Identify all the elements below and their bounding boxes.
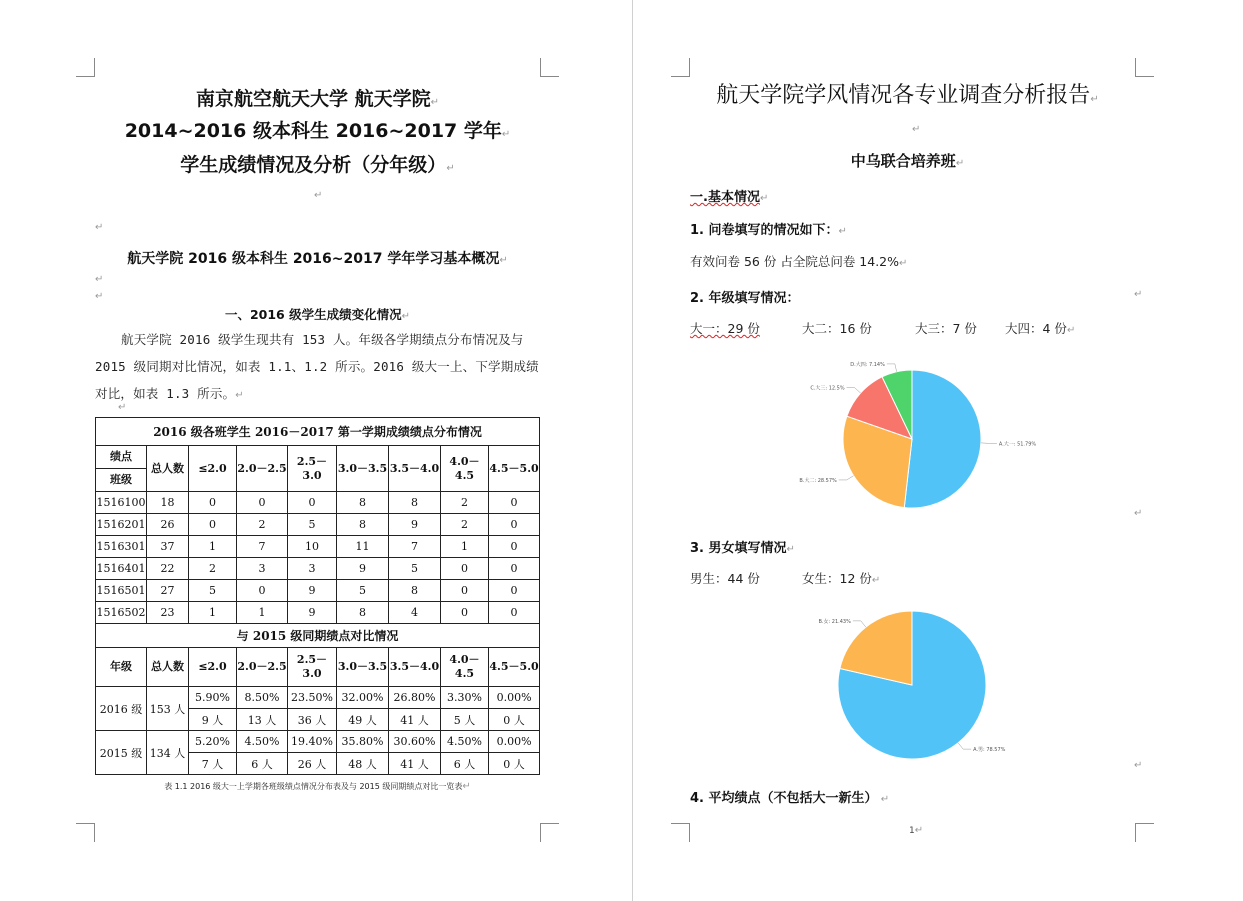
paragraph-mark: ↵ xyxy=(95,222,104,233)
table-cell: 5.90% xyxy=(189,687,237,709)
table-cell: 9 xyxy=(288,602,337,624)
crop-mark xyxy=(1135,58,1154,77)
table-cell: 1 xyxy=(189,602,237,624)
doc-title-line-2: 2014~2016 级本科生 2016~2017 学年↵ xyxy=(124,120,511,142)
col-header-range: 2.5－3.0 xyxy=(288,648,337,687)
col-header-jidian: 绩点 xyxy=(96,446,147,469)
col-header-range: 4.0－4.5 xyxy=(441,446,489,492)
pie-slice-label: A.男: 78.57% xyxy=(973,747,1006,754)
basic-info-heading: 一.基本情况↵ xyxy=(690,190,769,205)
table-cell: 23.50% xyxy=(288,687,337,709)
table-row xyxy=(96,580,540,602)
table-cell: 0 xyxy=(189,514,237,536)
pie-leader-line xyxy=(847,388,861,393)
col-header-grade: 年级 xyxy=(96,648,147,687)
table-cell: 0 xyxy=(489,558,540,580)
table-cell: 3 xyxy=(237,558,288,580)
col-header-range: 3.5－4.0 xyxy=(389,446,441,492)
crop-mark xyxy=(671,58,690,77)
paragraph-mark: ↵ xyxy=(95,274,104,285)
pie-leader-line xyxy=(853,621,866,627)
table-row xyxy=(96,687,540,709)
grade-count-2: 大二：16 份 xyxy=(802,321,872,336)
table-cell: 0 xyxy=(489,492,540,514)
col-header-range: 4.5－5.0 xyxy=(489,446,540,492)
col-header-range: 3.0－3.5 xyxy=(337,648,389,687)
table-cell: 5 人 xyxy=(441,709,489,731)
table-cell: 26 人 xyxy=(288,753,337,775)
table-cell: 8 xyxy=(389,492,441,514)
body-paragraph: 航天学院 2016 级学生现共有 153 人。年级各学期绩点分布情况及与 2015 级同期对比情况，如表 1.1、1.2 所示。2016 级大一上、下学期成绩对比，如表 1.3 所示。↵ xyxy=(95,332,539,401)
col-header-range: 4.5－5.0 xyxy=(489,648,540,687)
col-header-total: 总人数 xyxy=(147,648,189,687)
table-cell: 8 xyxy=(389,580,441,602)
table-cell: 1516100 xyxy=(96,492,147,514)
table1-title: 2016 级各班学生 2016－2017 第一学期成绩绩点分布情况 xyxy=(96,418,540,446)
crop-mark xyxy=(540,823,559,842)
table-cell: 41 人 xyxy=(389,753,441,775)
table-row xyxy=(96,558,540,580)
table-cell: 0.00% xyxy=(489,687,540,709)
col-header-range: ≤2.0 xyxy=(189,648,237,687)
grade-count-4: 大四：4 份↵ xyxy=(1005,321,1076,336)
table-cell: 0 xyxy=(288,492,337,514)
crop-mark xyxy=(1135,823,1154,842)
table-cell: 36 人 xyxy=(288,709,337,731)
table-cell: 0 xyxy=(441,602,489,624)
table-cell: 10 xyxy=(288,536,337,558)
table-cell: 1 xyxy=(441,536,489,558)
pie-leader-line xyxy=(887,364,897,372)
table-cell: 153 人 xyxy=(147,687,189,731)
table-cell: 2 xyxy=(441,492,489,514)
table-cell: 0.00% xyxy=(489,731,540,753)
paragraph-mark: ↵ xyxy=(314,190,323,201)
table-cell: 2 xyxy=(189,558,237,580)
table-cell: 0 xyxy=(237,492,288,514)
table2-title: 与 2015 级同期绩点对比情况 xyxy=(96,624,540,648)
class-name-heading: 中乌联合培养班↵ xyxy=(850,152,965,170)
table-caption: 表 1.1 2016 级大一上学期各班级绩点情况分布表及与 2015 级同期绩点对比一览表↵ xyxy=(164,781,471,792)
question-3-heading: 3. 男女填写情况↵ xyxy=(690,541,795,556)
pie-slice-label: A.大一: 51.79% xyxy=(998,441,1037,448)
table-cell: 26 xyxy=(147,514,189,536)
table-cell: 1516201 xyxy=(96,514,147,536)
table-cell: 23 xyxy=(147,602,189,624)
table-cell: 8 xyxy=(337,492,389,514)
female-count: 女生：12 份↵ xyxy=(802,571,881,586)
table-cell: 0 xyxy=(489,536,540,558)
table-cell: 0 xyxy=(489,580,540,602)
table-cell: 7 人 xyxy=(189,753,237,775)
table-cell: 4.50% xyxy=(237,731,288,753)
crop-mark xyxy=(76,823,95,842)
table-cell: 35.80% xyxy=(337,731,389,753)
table-cell: 8.50% xyxy=(237,687,288,709)
crop-mark xyxy=(540,58,559,77)
table-cell: 5 xyxy=(288,514,337,536)
table-cell: 6 人 xyxy=(441,753,489,775)
table-cell: 19.40% xyxy=(288,731,337,753)
table-cell: 27 xyxy=(147,580,189,602)
table-cell: 5 xyxy=(389,558,441,580)
gender-pie-chart xyxy=(790,605,1050,765)
col-header-range: ≤2.0 xyxy=(189,446,237,492)
table-cell: 0 xyxy=(237,580,288,602)
table-cell: 134 人 xyxy=(147,731,189,775)
paragraph-mark: ↵ xyxy=(1134,508,1143,519)
doc-title-line-1: 南京航空航天大学 航天学院↵ xyxy=(195,88,439,110)
crop-mark xyxy=(671,823,690,842)
report-title: 航天学院学风情况各专业调查分析报告↵ xyxy=(716,83,1099,108)
question-2-heading: 2. 年级填写情况： xyxy=(690,291,800,306)
table-cell: 7 xyxy=(389,536,441,558)
grade-count-1: 大一：29 份 xyxy=(690,321,760,336)
paragraph-mark: ↵ xyxy=(118,402,127,413)
pie-leader-line xyxy=(958,743,971,749)
table-cell: 5.20% xyxy=(189,731,237,753)
pie-leader-line xyxy=(839,476,854,480)
paragraph-mark: ↵ xyxy=(912,124,921,135)
crop-mark xyxy=(76,58,95,77)
table-cell: 9 xyxy=(337,558,389,580)
table-cell: 48 人 xyxy=(337,753,389,775)
table-cell: 13 人 xyxy=(237,709,288,731)
table-cell: 22 xyxy=(147,558,189,580)
questionnaire-count-text: 有效问卷 56 份 占全院总问卷 14.2%↵ xyxy=(690,254,908,269)
question-1-heading: 1. 问卷填写的情况如下：↵ xyxy=(690,223,847,238)
table-cell: 11 xyxy=(337,536,389,558)
table-cell: 18 xyxy=(147,492,189,514)
table-row xyxy=(96,602,540,624)
table-cell: 1516501 xyxy=(96,580,147,602)
section-heading: 一、2016 级学生成绩变化情况↵ xyxy=(224,307,411,322)
col-header-range: 3.5－4.0 xyxy=(389,648,441,687)
table-cell: 1 xyxy=(189,536,237,558)
col-header-range: 2.0－2.5 xyxy=(237,648,288,687)
table-cell: 4.50% xyxy=(441,731,489,753)
table-cell: 9 xyxy=(389,514,441,536)
paragraph-mark: ↵ xyxy=(1134,760,1143,771)
table-cell: 0 xyxy=(489,514,540,536)
table-row xyxy=(96,731,540,753)
table-cell: 9 人 xyxy=(189,709,237,731)
col-header-range: 4.0－4.5 xyxy=(441,648,489,687)
table-row xyxy=(96,492,540,514)
section-subtitle: 航天学院 2016 级本科生 2016~2017 学年学习基本概况↵ xyxy=(127,251,508,267)
doc-title-line-3: 学生成绩情况及分析（分年级）↵ xyxy=(180,154,455,176)
table-cell: 1516502 xyxy=(96,602,147,624)
table-cell: 1516301 xyxy=(96,536,147,558)
table-cell: 5 xyxy=(337,580,389,602)
table-cell: 5 xyxy=(189,580,237,602)
table-cell: 0 人 xyxy=(489,709,540,731)
table-cell: 0 xyxy=(441,580,489,602)
grades-table xyxy=(95,417,540,775)
table-cell: 1516401 xyxy=(96,558,147,580)
table-cell: 4 xyxy=(389,602,441,624)
col-header-range: 2.0－2.5 xyxy=(237,446,288,492)
table-cell: 2 xyxy=(237,514,288,536)
pie-slice xyxy=(904,370,981,508)
table-cell: 41 人 xyxy=(389,709,441,731)
table-cell: 2 xyxy=(441,514,489,536)
grade-pie-chart xyxy=(790,352,1050,517)
table-cell: 0 xyxy=(489,602,540,624)
pie-slice-label: D.大四: 7.14% xyxy=(850,361,885,368)
table-cell: 3 xyxy=(288,558,337,580)
table-row xyxy=(96,536,540,558)
grade-count-3: 大三：7 份 xyxy=(915,321,977,336)
table-cell: 7 xyxy=(237,536,288,558)
male-count: 男生：44 份 xyxy=(690,571,760,586)
table-cell: 2015 级 xyxy=(96,731,147,775)
table-cell: 8 xyxy=(337,602,389,624)
table-cell: 30.60% xyxy=(389,731,441,753)
col-header-banji: 班级 xyxy=(96,469,147,492)
table-cell: 49 人 xyxy=(337,709,389,731)
question-4-heading: 4. 平均绩点（不包括大一新生） ↵ xyxy=(690,791,890,806)
table-cell: 3.30% xyxy=(441,687,489,709)
table-cell: 26.80% xyxy=(389,687,441,709)
pie-slice-label: B.女: 21.43% xyxy=(818,618,851,625)
col-header-total: 总人数 xyxy=(147,446,189,492)
table-cell: 1 xyxy=(237,602,288,624)
page-number: 1↵ xyxy=(909,825,924,836)
table-cell: 32.00% xyxy=(337,687,389,709)
paragraph-mark: ↵ xyxy=(95,291,104,302)
table-cell: 0 xyxy=(441,558,489,580)
table-cell: 9 xyxy=(288,580,337,602)
pie-slice-label: C.大三: 12.5% xyxy=(810,385,845,392)
table-cell: 0 xyxy=(189,492,237,514)
table-cell: 0 人 xyxy=(489,753,540,775)
col-header-range: 2.5－3.0 xyxy=(288,446,337,492)
table-cell: 8 xyxy=(337,514,389,536)
table-row xyxy=(96,514,540,536)
pie-slice-label: B.大二: 28.57% xyxy=(799,477,837,484)
col-header-range: 3.0－3.5 xyxy=(337,446,389,492)
table-cell: 37 xyxy=(147,536,189,558)
paragraph-mark: ↵ xyxy=(1134,289,1143,300)
table-cell: 6 人 xyxy=(237,753,288,775)
table-cell: 2016 级 xyxy=(96,687,147,731)
